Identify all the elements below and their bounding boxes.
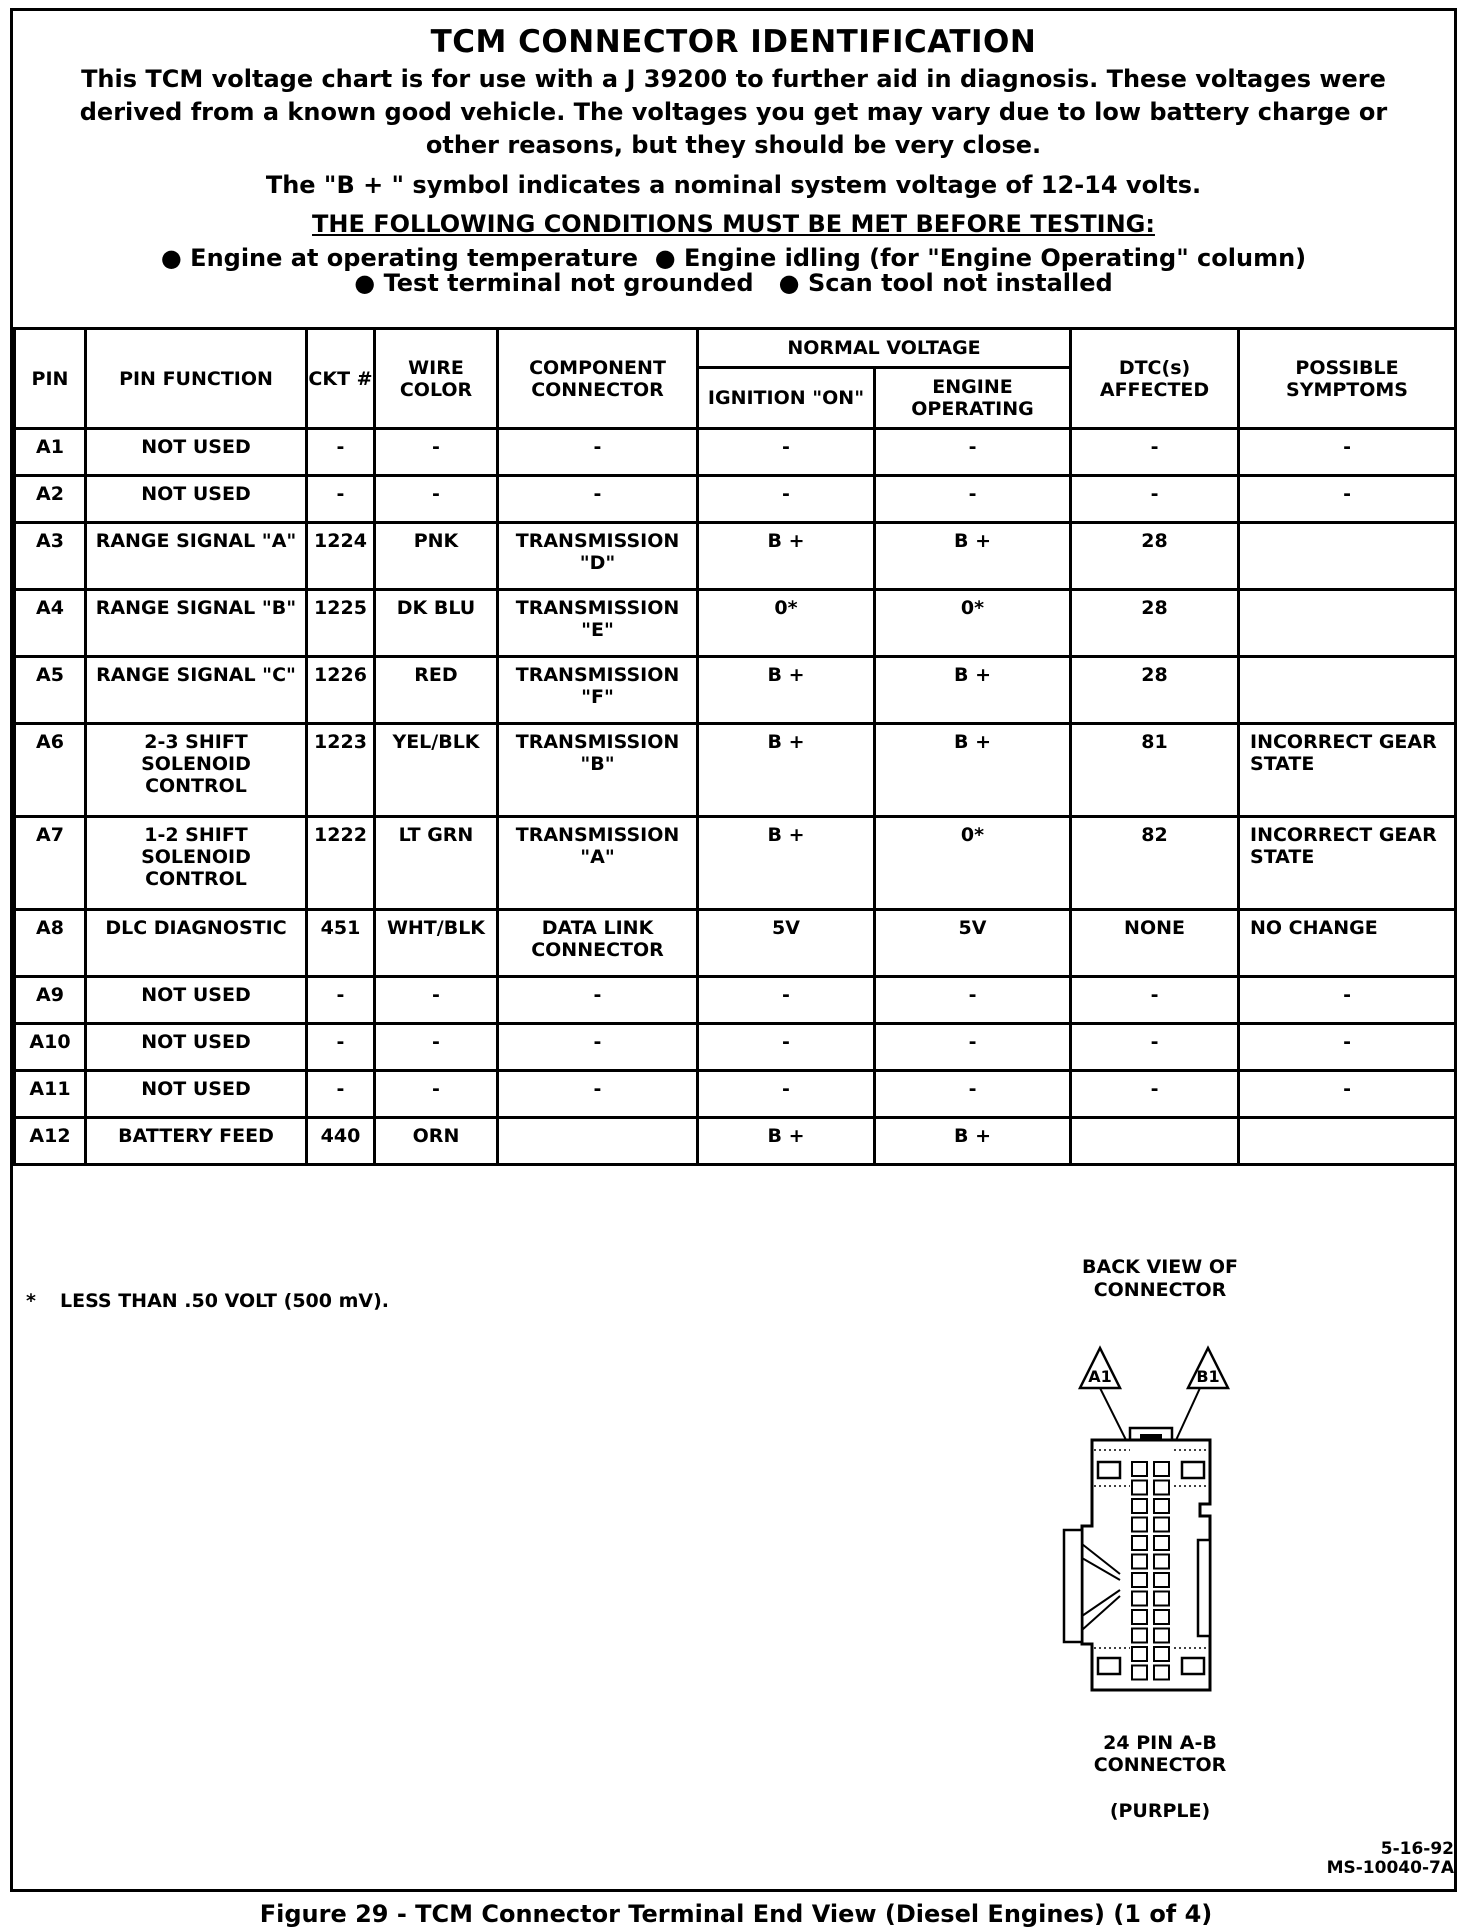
- pin-cavity: [1154, 1647, 1169, 1661]
- b1-label: B1: [1196, 1367, 1220, 1386]
- condition-item: Test terminal not grounded: [383, 269, 754, 297]
- pin-cavity: [1154, 1610, 1169, 1624]
- pin-cavity: [1132, 1573, 1147, 1587]
- connector-color: (PURPLE): [1109, 1800, 1211, 1822]
- dtc-cell: 82: [1071, 817, 1239, 910]
- connector-left-wing: [1064, 1530, 1082, 1642]
- pin-cell: A1: [15, 429, 86, 476]
- component-cell: -: [498, 1071, 698, 1118]
- ignition-cell: 0*: [698, 590, 875, 657]
- wire-cell: -: [375, 429, 498, 476]
- pin-cell: A2: [15, 476, 86, 523]
- wire-cell: -: [375, 977, 498, 1024]
- bullet-icon: ●: [778, 269, 800, 297]
- header-normal-voltage: NORMAL VOLTAGE: [698, 329, 1071, 368]
- footnote: [26, 1290, 389, 1312]
- pin-cavity: [1154, 1499, 1169, 1513]
- bullet-icon: ●: [160, 244, 182, 272]
- pin-cavity: [1154, 1666, 1169, 1680]
- header-pin-function: PIN FUNCTION: [86, 329, 307, 429]
- corner-socket: [1182, 1658, 1204, 1674]
- symptoms-cell: -: [1239, 977, 1456, 1024]
- dtc-cell: 28: [1071, 657, 1239, 724]
- engine-cell: B +: [875, 657, 1071, 724]
- table-row: [15, 1024, 1456, 1071]
- back-view-label: BACK VIEW OF CONNECTOR: [1082, 1256, 1238, 1301]
- pin-cavity: [1154, 1592, 1169, 1606]
- dtc-cell: 28: [1071, 590, 1239, 657]
- connector-diagram: [1060, 1344, 1260, 1724]
- symptoms-cell: [1239, 523, 1456, 590]
- symptoms-cell: NO CHANGE: [1239, 910, 1456, 977]
- ckt-cell: 1226: [307, 657, 375, 724]
- header-pin: PIN: [15, 329, 86, 429]
- engine-cell: -: [875, 1024, 1071, 1071]
- engine-cell: B +: [875, 724, 1071, 817]
- condition-item: Engine at operating temperature: [190, 244, 639, 272]
- table-row: [15, 977, 1456, 1024]
- component-cell: TRANSMISSION "F": [498, 657, 698, 724]
- symptoms-cell: INCORRECT GEAR STATE: [1239, 817, 1456, 910]
- corner-socket: [1098, 1462, 1120, 1478]
- reference-date: 5-16-92: [1380, 1839, 1454, 1859]
- symptoms-cell: [1239, 590, 1456, 657]
- pin-cavity: [1132, 1610, 1147, 1624]
- table-row: [15, 523, 1456, 590]
- ignition-cell: -: [698, 429, 875, 476]
- ckt-cell: -: [307, 1024, 375, 1071]
- table-row: [15, 724, 1456, 817]
- pin-cavity: [1132, 1555, 1147, 1569]
- pin-cavity: [1132, 1536, 1147, 1550]
- dtc-cell: -: [1071, 429, 1239, 476]
- ignition-cell: -: [698, 1071, 875, 1118]
- header-component-connector: COMPONENT CONNECTOR: [498, 329, 698, 429]
- function-cell: NOT USED: [86, 977, 307, 1024]
- component-cell: TRANSMISSION "E": [498, 590, 698, 657]
- engine-cell: 0*: [875, 590, 1071, 657]
- table-row: [15, 590, 1456, 657]
- function-cell: RANGE SIGNAL "C": [86, 657, 307, 724]
- condition-item: Engine idling (for "Engine Operating" column): [684, 244, 1307, 272]
- function-cell: NOT USED: [86, 429, 307, 476]
- symptoms-cell: -: [1239, 476, 1456, 523]
- conditions-line-2: [13, 271, 1454, 295]
- component-cell: -: [498, 429, 698, 476]
- pin-cavity: [1132, 1666, 1147, 1680]
- engine-cell: -: [875, 429, 1071, 476]
- table-row: [15, 657, 1456, 724]
- engine-cell: -: [875, 1071, 1071, 1118]
- pin-cavity: [1154, 1462, 1169, 1476]
- dtc-cell: NONE: [1071, 910, 1239, 977]
- footnote-symbol: *: [26, 1290, 36, 1312]
- bullet-icon: ●: [354, 269, 376, 297]
- pin-cavity: [1132, 1499, 1147, 1513]
- connector-right-rail: [1198, 1540, 1210, 1636]
- function-cell: RANGE SIGNAL "B": [86, 590, 307, 657]
- dtc-cell: -: [1071, 476, 1239, 523]
- component-cell: -: [498, 476, 698, 523]
- engine-cell: -: [875, 977, 1071, 1024]
- dtc-cell: -: [1071, 977, 1239, 1024]
- wire-cell: WHT/BLK: [375, 910, 498, 977]
- pin-cavity: [1154, 1629, 1169, 1643]
- pin-cavity: [1132, 1462, 1147, 1476]
- engine-cell: B +: [875, 523, 1071, 590]
- header-dtc: DTC(s) AFFECTED: [1071, 329, 1239, 429]
- dtc-cell: -: [1071, 1071, 1239, 1118]
- component-cell: TRANSMISSION "B": [498, 724, 698, 817]
- ckt-cell: 451: [307, 910, 375, 977]
- engine-cell: 0*: [875, 817, 1071, 910]
- corner-socket: [1098, 1658, 1120, 1674]
- pin-cavity: [1154, 1573, 1169, 1587]
- bullet-icon: ●: [654, 244, 676, 272]
- symptoms-cell: INCORRECT GEAR STATE: [1239, 724, 1456, 817]
- wire-cell: ORN: [375, 1118, 498, 1165]
- ckt-cell: 1224: [307, 523, 375, 590]
- ckt-cell: -: [307, 1071, 375, 1118]
- header-symptoms: POSSIBLE SYMPTOMS: [1239, 329, 1456, 429]
- ignition-cell: 5V: [698, 910, 875, 977]
- pin-cavity: [1132, 1647, 1147, 1661]
- symptoms-cell: -: [1239, 1024, 1456, 1071]
- ignition-cell: B +: [698, 724, 875, 817]
- pin-cell: A11: [15, 1071, 86, 1118]
- function-cell: DLC DIAGNOSTIC: [86, 910, 307, 977]
- ckt-cell: 1222: [307, 817, 375, 910]
- pin-cavity: [1132, 1518, 1147, 1532]
- pin-cavity: [1132, 1481, 1147, 1495]
- wire-cell: LT GRN: [375, 817, 498, 910]
- header-ignition-on: IGNITION "ON": [698, 368, 875, 429]
- ckt-cell: -: [307, 429, 375, 476]
- component-cell: -: [498, 1024, 698, 1071]
- component-cell: -: [498, 977, 698, 1024]
- corner-socket: [1182, 1462, 1204, 1478]
- connector-label: 24 PIN A-B CONNECTOR: [1093, 1732, 1227, 1776]
- function-cell: BATTERY FEED: [86, 1118, 307, 1165]
- pin-cavity: [1154, 1481, 1169, 1495]
- pin-cell: A9: [15, 977, 86, 1024]
- header-engine-operating: ENGINE OPERATING: [875, 368, 1071, 429]
- pin-cavity: [1154, 1536, 1169, 1550]
- symptoms-cell: [1239, 657, 1456, 724]
- pin-cell: A3: [15, 523, 86, 590]
- conditions-title: THE FOLLOWING CONDITIONS MUST BE MET BEFORE TESTING:: [312, 210, 1155, 238]
- page-title: TCM CONNECTOR IDENTIFICATION: [430, 24, 1037, 60]
- pin-cell: A4: [15, 590, 86, 657]
- pin-cavity: [1154, 1555, 1169, 1569]
- footnote-text: LESS THAN .50 VOLT (500 mV).: [60, 1290, 389, 1312]
- bplus-note: The "B + " symbol indicates a nominal system voltage of 12-14 volts.: [265, 171, 1202, 199]
- component-cell: TRANSMISSION "D": [498, 523, 698, 590]
- table-row: [15, 910, 1456, 977]
- condition-item: Scan tool not installed: [807, 269, 1113, 297]
- pin-cavity: [1132, 1592, 1147, 1606]
- symptoms-cell: -: [1239, 429, 1456, 476]
- pin-cell: A8: [15, 910, 86, 977]
- dtc-cell: 81: [1071, 724, 1239, 817]
- header-block: [13, 23, 1454, 295]
- pin-cavity: [1154, 1518, 1169, 1532]
- reference-number: MS-10040-7A: [1326, 1858, 1454, 1878]
- ignition-cell: -: [698, 977, 875, 1024]
- table-row: [15, 1071, 1456, 1118]
- engine-cell: B +: [875, 1118, 1071, 1165]
- a1-label: A1: [1088, 1367, 1112, 1386]
- ignition-cell: B +: [698, 657, 875, 724]
- table-row: [15, 1118, 1456, 1165]
- wire-cell: -: [375, 1071, 498, 1118]
- ignition-cell: B +: [698, 817, 875, 910]
- ignition-cell: B +: [698, 523, 875, 590]
- function-cell: NOT USED: [86, 476, 307, 523]
- symptoms-cell: [1239, 1118, 1456, 1165]
- pin-cell: A7: [15, 817, 86, 910]
- ckt-cell: 1223: [307, 724, 375, 817]
- symptoms-cell: -: [1239, 1071, 1456, 1118]
- function-cell: 1-2 SHIFT SOLENOID CONTROL: [86, 817, 307, 910]
- engine-cell: -: [875, 476, 1071, 523]
- function-cell: NOT USED: [86, 1071, 307, 1118]
- function-cell: NOT USED: [86, 1024, 307, 1071]
- pin-cell: A12: [15, 1118, 86, 1165]
- intro-text: This TCM voltage chart is for use with a J 39200 to further aid in diagnosis. These voltages were derived from a known good vehicle. The voltages you get may vary due to low battery charge or other reasons, but they should be very close.: [79, 65, 1388, 159]
- ckt-cell: 440: [307, 1118, 375, 1165]
- wire-cell: YEL/BLK: [375, 724, 498, 817]
- dtc-cell: -: [1071, 1024, 1239, 1071]
- ignition-cell: B +: [698, 1118, 875, 1165]
- ignition-cell: -: [698, 476, 875, 523]
- tcm-voltage-table: [13, 327, 1457, 1166]
- table-row: [15, 476, 1456, 523]
- engine-cell: 5V: [875, 910, 1071, 977]
- dtc-cell: [1071, 1118, 1239, 1165]
- table-row: [15, 817, 1456, 910]
- conditions-line-1: [13, 245, 1454, 271]
- pin-cavity: [1132, 1629, 1147, 1643]
- reference-block: [1327, 1840, 1454, 1878]
- header-ckt: CKT #: [307, 329, 375, 429]
- pin-cell: A5: [15, 657, 86, 724]
- wire-cell: RED: [375, 657, 498, 724]
- ckt-cell: -: [307, 977, 375, 1024]
- dtc-cell: 28: [1071, 523, 1239, 590]
- wire-cell: -: [375, 1024, 498, 1071]
- figure-caption: Figure 29 - TCM Connector Terminal End View (Diesel Engines) (1 of 4): [259, 1900, 1213, 1928]
- wire-cell: -: [375, 476, 498, 523]
- function-cell: 2-3 SHIFT SOLENOID CONTROL: [86, 724, 307, 817]
- table-row: [15, 429, 1456, 476]
- component-cell: TRANSMISSION "A": [498, 817, 698, 910]
- pin-cell: A6: [15, 724, 86, 817]
- wire-cell: DK BLU: [375, 590, 498, 657]
- header-wire-color: WIRE COLOR: [375, 329, 498, 429]
- ckt-cell: 1225: [307, 590, 375, 657]
- wire-cell: PNK: [375, 523, 498, 590]
- ckt-cell: -: [307, 476, 375, 523]
- function-cell: RANGE SIGNAL "A": [86, 523, 307, 590]
- component-cell: DATA LINK CONNECTOR: [498, 910, 698, 977]
- component-cell: [498, 1118, 698, 1165]
- ignition-cell: -: [698, 1024, 875, 1071]
- pin-cell: A10: [15, 1024, 86, 1071]
